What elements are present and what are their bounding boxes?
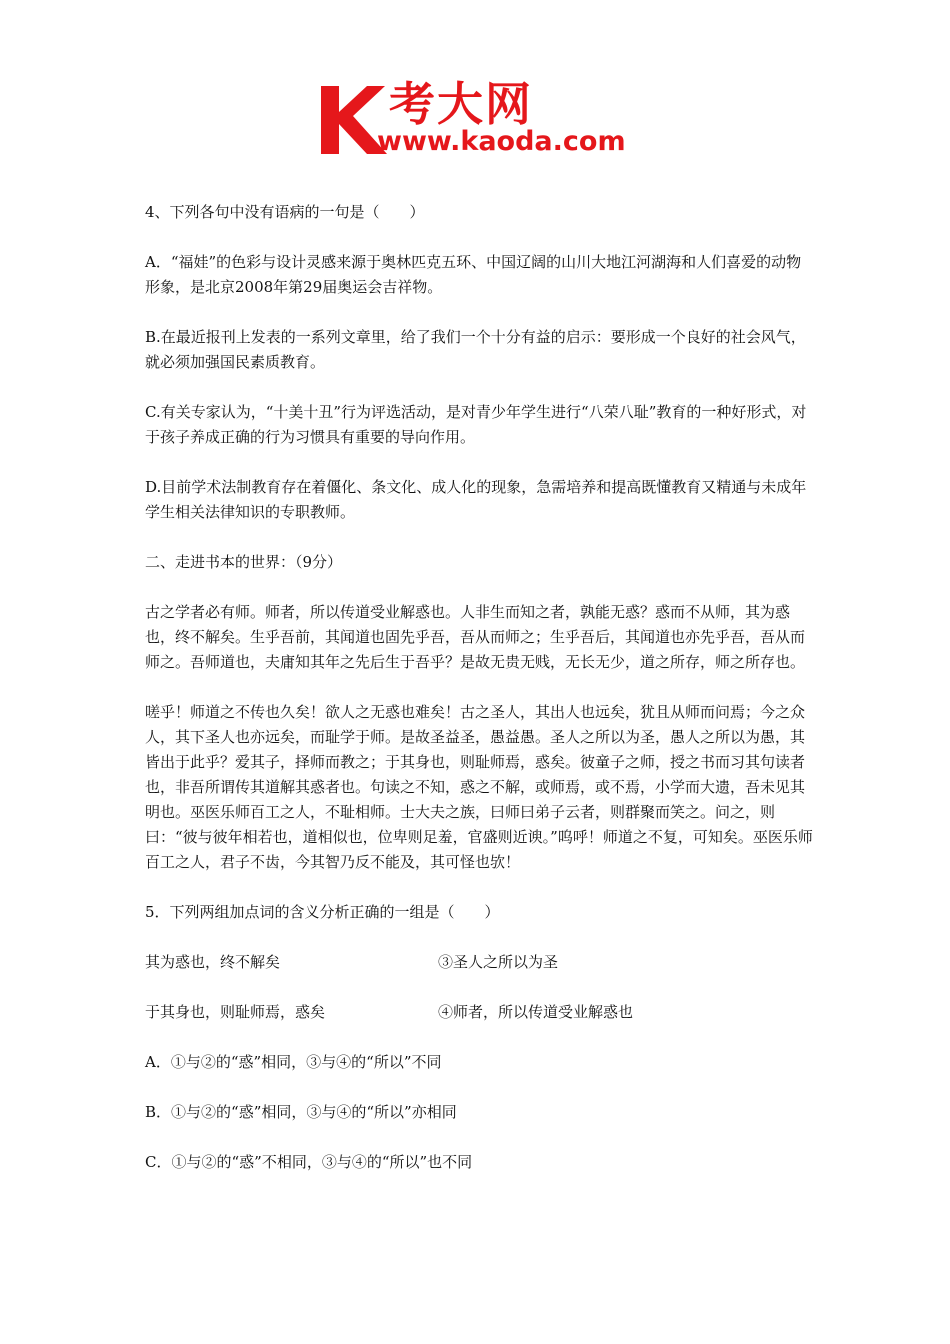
question-5-pair-row bbox=[145, 950, 813, 975]
question-4-stem: 4、下列各句中没有语病的一句是（ ） bbox=[145, 203, 425, 221]
document-body bbox=[145, 200, 813, 1200]
question-4-option-b: B.在最近报刊上发表的一系列文章里，给了我们一个十分有益的启示：要形成一个良好的社会风气，就必须加强国民素质教育。 bbox=[145, 328, 806, 371]
passage-paragraph-1: 古之学者必有师。师者，所以传道受业解惑也。人非生而知之者，孰能无惑？惑而不从师，其为惑也，终不解矣。生乎吾前，其闻道也固先乎吾，吾从而师之；生乎吾后，其闻道也亦先乎吾，吾从而师之。吾师道也，夫庸知其年之先后生于吾乎？是故无贵无贱，无长无少，道之所存，师之所存也。 bbox=[145, 603, 806, 671]
pair-item-3: ③圣人之所以为圣 bbox=[438, 953, 559, 971]
question-5-option-a: A．①与②的“惑”相同，③与④的“所以”不同 bbox=[145, 1053, 442, 1071]
question-4-option-d: D.目前学术法制教育存在着僵化、条文化、成人化的现象，急需培养和提高既懂教育又精通与未成年学生相关法律知识的专职教师。 bbox=[145, 478, 807, 521]
question-5-option-c: C．①与②的“惑”不相同，③与④的“所以”也不同 bbox=[145, 1153, 473, 1171]
pair-item-2: 于其身也，则耻师焉，惑矣 bbox=[145, 1003, 326, 1021]
logo-brand-text: 考大网 bbox=[389, 77, 533, 131]
logo-url-text: www.kaoda.com bbox=[377, 126, 626, 157]
question-5-pair-row bbox=[145, 1000, 813, 1025]
passage-paragraph-2: 嗟乎！师道之不传也久矣！欲人之无惑也难矣！古之圣人，其出人也远矣，犹且从师而问焉；今之众人，其下圣人也亦远矣，而耻学于师。是故圣益圣，愚益愚。圣人之所以为圣，愚人之所以为愚，其皆出于此乎？爱其子，择师而教之；于其身也，则耻师焉，惑矣。彼童子之师，授之书而习其句读者也，非吾所谓传其道解其惑者也。句读之不知，惑之不解，或师焉，或不焉，小学而大遗，吾未见其明也。巫医乐师百工之人，不耻相师。士大夫之族，曰师曰弟子云者，则群聚而笑之。问之，则曰：“彼与彼年相若也，道相似也，位卑则足羞，官盛则近谀。”呜呼！师道之不复，可知矣。巫医乐师百工之人，君子不齿，今其智乃反不能及，其可怪也欤！ bbox=[145, 703, 813, 871]
question-5-stem: 5．下列两组加点词的含义分析正确的一组是（ ） bbox=[145, 903, 500, 921]
pair-item-4: ④师者，所以传道受业解惑也 bbox=[438, 1003, 634, 1021]
pair-item-1: 其为惑也，终不解矣 bbox=[145, 953, 281, 971]
question-4-option-c: C.有关专家认为，“十美十丑”行为评选活动，是对青少年学生进行“八荣八耻”教育的一种好形式，对于孩子养成正确的行为习惯具有重要的导向作用。 bbox=[145, 403, 807, 446]
kaoda-logo bbox=[317, 77, 639, 162]
question-4-option-a: A．“福娃”的色彩与设计灵感来源于奥林匹克五环、中国辽阔的山川大地江河湖海和人们喜爱的动物形象，是北京2008年第29届奥运会吉祥物。 bbox=[145, 253, 802, 296]
section-2-heading: 二、走进书本的世界：（9分） bbox=[145, 553, 343, 571]
question-5-option-b: B．①与②的“惑”相同，③与④的“所以”亦相同 bbox=[145, 1103, 457, 1121]
